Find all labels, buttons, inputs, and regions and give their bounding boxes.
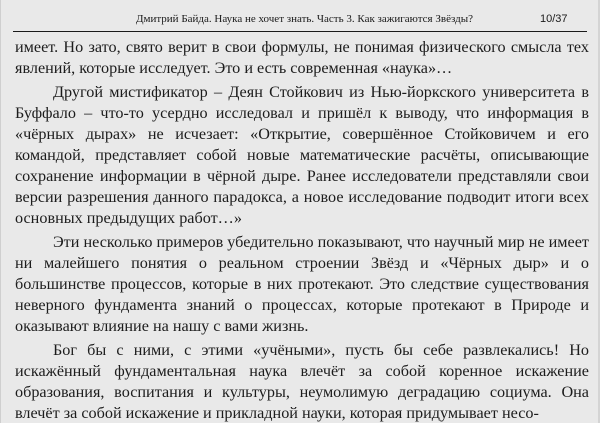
- paragraph-continuation: имеет. Но зато, свято верит в свои формулы, не понимая физического смысла тех явлений, которые исследует. Это и есть современная «наука»…: [15, 38, 589, 77]
- running-title: Дмитрий Байда. Наука не хочет знать. Часть 3. Как зажигаются Звёзды?: [136, 13, 473, 25]
- paragraph: Бог бы с ними, с этими «учёными», пусть бы себе развлекались! Но искажённый фундаментальная наука влечёт за собой коренное искажение образования, воспитания и культуры, неумолимую деградацию социума. Она влечёт за собой искажение и прикладной науки, которая придумывает несо-: [15, 341, 589, 422]
- paragraph: Эти несколько примеров убедительно показывают, что научный мир не имеет ни малейшего понятия о реальном строении Звёзд и «Чёрных дыр» и о большинстве процессов, которые в них протекают. Это следствие существования неверного фундамента знаний о процессах, которые протекают в Природе и оказывают влияние на нашу с вами жизнь.: [15, 233, 589, 335]
- page-body: [15, 37, 589, 423]
- header-divider: [13, 31, 587, 32]
- paragraph: Другой мистификатор – Деян Стойкович из Нью-йоркского университета в Буффало – что-то усердно исследовал и пришёл к выводу, что информация в «чёрных дырах» не исчезает: «Открытие, совершённое Стойковичем и его командой, представляет собой новые математические расчёты, описывающие сохранение информации в чёрной дыре. Ранее исследователи представляли свои версии разрешения данного парадокса, а новое исследование подводит итоги всех основных предыдущих работ…»: [15, 83, 589, 227]
- page-number: 10/37: [540, 13, 568, 25]
- page-header: [1, 0, 600, 36]
